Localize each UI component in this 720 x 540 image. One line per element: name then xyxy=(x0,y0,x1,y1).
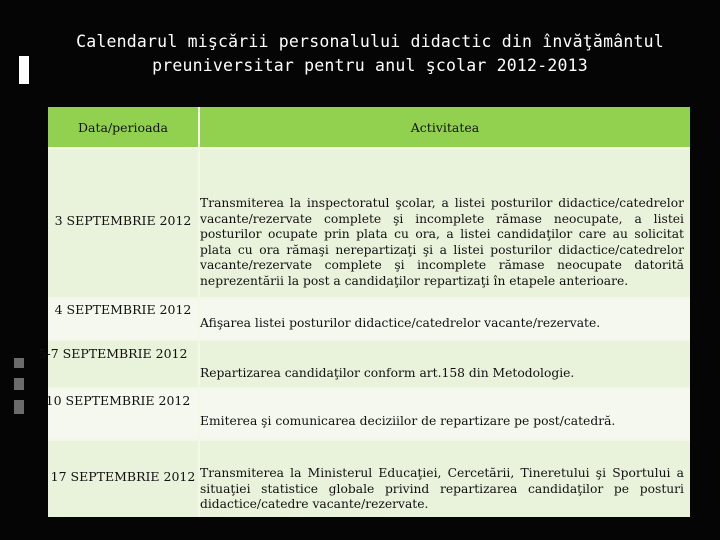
row-date: 10 SEPTEMBRIE 2012 xyxy=(45,393,191,408)
row-date: 3 SEPTEMBRIE 2012 xyxy=(54,213,192,228)
date-cell xyxy=(48,299,198,339)
row-activity: Repartizarea candidaţilor conform art.158 din Metodologie. xyxy=(200,366,575,380)
header-date-label: Data/perioada xyxy=(78,120,168,135)
activity-cell xyxy=(200,299,690,339)
decor-bar-grey-2 xyxy=(14,378,24,390)
schedule-table xyxy=(38,107,690,517)
activity-cell xyxy=(200,441,690,517)
table-row xyxy=(48,149,690,297)
table-row xyxy=(38,341,690,387)
activity-cell xyxy=(200,149,690,297)
date-cell xyxy=(48,149,198,297)
header-cell-activity xyxy=(200,107,690,147)
title-line-1: Calendarul mişcării personalului didactic din învăţământul xyxy=(76,32,664,51)
date-cell xyxy=(48,441,198,517)
table-row xyxy=(48,299,690,339)
activity-cell xyxy=(200,341,690,387)
decor-bar-grey-1 xyxy=(14,358,24,368)
table-row xyxy=(48,441,690,517)
row-date: 4 SEPTEMBRIE 2012 xyxy=(54,302,192,317)
row-date: 5-7 SEPTEMBRIE 2012 xyxy=(38,346,188,361)
activity-cell xyxy=(200,389,690,439)
table-row xyxy=(45,389,690,439)
row-activity: Afişarea listei posturilor didactice/catedrelor vacante/rezervate. xyxy=(200,316,601,330)
decor-bar-grey-3 xyxy=(14,400,24,414)
table-header-row xyxy=(48,107,690,147)
row-activity: Transmiterea la Ministerul Educaţiei, Cercetării, Tineretului şi Sportului a situaţiei statistice globale privind repartizarea candidaţilor pe posturi didactice/catedre vacante/rezervate. xyxy=(200,466,684,512)
header-cell-date xyxy=(48,107,198,147)
decor-bar-white xyxy=(19,56,29,84)
row-date: 17 SEPTEMBRIE 2012 xyxy=(50,469,196,484)
title-line-2: preuniversitar pentru anul şcolar 2012-2013 xyxy=(152,56,588,75)
date-cell xyxy=(45,389,198,439)
date-cell xyxy=(38,341,198,387)
row-activity: Transmiterea la inspectoratul şcolar, a listei posturilor didactice/catedrelor vacante/rezervate complete şi incomplete rămase neocupate, a listei posturilor ocupate prin plata cu ora, a listei candidaţilor care au solicitat plata cu ora rămaşi nerepartizaţi şi a listei posturilor didactice/catedrelor vacante/rezervate complete şi incomplete rămase neocupate datorită neprezentării la post a candidaţilor repartizaţi în etapele anterioare. xyxy=(200,196,684,288)
slide-title xyxy=(40,30,700,78)
header-activity-label: Activitatea xyxy=(410,120,480,135)
row-activity: Emiterea şi comunicarea deciziilor de repartizare pe post/catedră. xyxy=(200,414,616,428)
